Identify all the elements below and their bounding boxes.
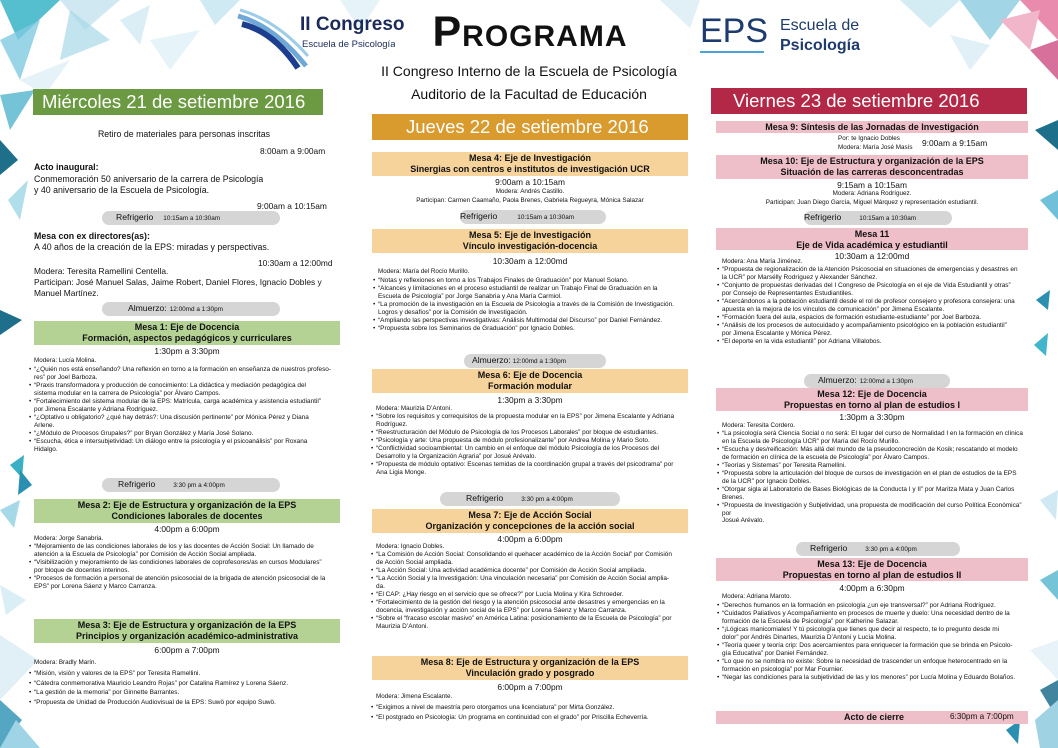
lunch-label: Almuerzo: xyxy=(818,375,857,385)
mesa13-subtitle: Propuestas en torno al plan de estudios II xyxy=(782,569,962,580)
mesa11-subtitle: Eje de Vida académica y estudiantil xyxy=(796,239,948,250)
logo-title: II Congreso xyxy=(300,14,405,35)
list-item-cont: Josué Arévalo. xyxy=(722,517,765,525)
mesa6-subtitle: Formación modular xyxy=(487,380,572,391)
mesa6-title: Mesa 6: Eje de Docencia xyxy=(477,370,583,380)
list-item: • “Acercándonos a la población estudiantil desde el rol de profesor consejero y profesora consejera: una xyxy=(717,298,1029,306)
break-time: 3:30 pm a 4:00pm xyxy=(865,546,917,553)
list-item: • “Propuesta de Unidad de Producción Audiovisual de la EPS: Suwö por equipo Suwö. xyxy=(29,698,341,708)
list-item: • “Propuesta de módulo optativo: Escenas temidas de la coordinación grupal a través del psicodrama” por xyxy=(371,461,689,469)
mesa9-time: 9:00am a 9:15am xyxy=(922,138,988,148)
list-item: • “Negar las condiciones para la subjetividad de las y los menores” por Lucía Molina y Eduardo Bolaños. xyxy=(717,674,1029,682)
thursday-lunch xyxy=(464,354,606,368)
mesa5-subtitle: Vínculo investigación-docencia xyxy=(462,240,598,251)
mesa11-items xyxy=(717,266,1029,346)
mesa12-items xyxy=(717,430,1029,525)
mesa11-moderator: Modera: Ana María Jiménez. xyxy=(722,258,803,265)
program-title: Programa xyxy=(432,8,628,56)
mesa5-moderator: Modera: María del Rocío Murillo. xyxy=(378,268,470,275)
mesa2-moderator: Modera: Jorge Sanabria. xyxy=(34,535,104,542)
list-item: • “Teoría queer y teoría crip: Dos acercamientos para enriquecer la formación que se brinda en Psicolo- xyxy=(717,642,1029,650)
mesa1-time: 1:30pm a 3:30pm xyxy=(154,346,220,356)
list-item: • “Otorgar sigla al Laboratorio de Bases Biológicas de la Conducta I y II” por Maritza Mata y Juan Carlos xyxy=(717,486,1029,494)
mesa2-time: 4:00pm a 6:00pm xyxy=(154,524,220,534)
mesa4-title: Mesa 4: Eje de Investigación xyxy=(468,153,592,163)
list-item-cont: docencia, investigación y acción social de la EPS” por Lorena Sáenz y Marco Carranza. xyxy=(376,606,627,614)
list-item: • “Propuesta de regionalización de la Atención Psicosocial en situaciones de emergencias y desastres en xyxy=(717,266,1029,274)
break-label: Refrigerio xyxy=(810,543,848,553)
mesa9-band xyxy=(716,121,1028,133)
mesa10-title: Mesa 10: Eje de Estructura y organización de la EPS xyxy=(760,156,984,166)
mesa10-participants: Participan: Juan Diego García, Miguel Márquez y representación estudiantil. xyxy=(765,199,979,206)
mesa7-band xyxy=(372,509,688,533)
list-item-cont: en la Escuela de Psicología UCR” por María del Rocío Murillo. xyxy=(722,437,900,445)
break-time: 10:15am a 10:30am xyxy=(163,215,221,222)
wednesday-break1 xyxy=(102,211,280,225)
list-item: • “La psicología será Ciencia Social o no será: El lugar del curso de Normalidad I en la formación en clínica xyxy=(717,430,1029,438)
list-item: • “La Acción Social y la Investigación: Una vinculación necesaria” por Comisión de Acción Social amplia- xyxy=(371,575,689,583)
wednesday-break2 xyxy=(102,478,280,492)
closing-label: Acto de cierre xyxy=(844,712,905,722)
list-item-cont: formación en psicología” por Mar Fournier. xyxy=(722,665,844,673)
mesa2-band xyxy=(34,499,340,523)
list-item-cont: Hidalgo. xyxy=(34,445,58,453)
mesa1-items xyxy=(29,366,341,453)
list-item: • “¿Optativo u obligatorio? ¿qué hay detrás?: Una discusión pertinente” por Mónica Pérez y Diana xyxy=(29,414,341,422)
thursday-break1 xyxy=(460,210,606,224)
registration-time: 8:00am a 9:00am xyxy=(260,146,326,156)
list-item-cont: apuesta en la mejora de los vínculos de comunicación” por Jimena Escalante. xyxy=(722,305,945,313)
mesa8-moderator: Modera: Jimena Escalante. xyxy=(376,693,453,700)
mesa5-band xyxy=(372,229,688,253)
mesa11-band xyxy=(716,228,1028,250)
lunch-time: 12:00md a 1:30pm xyxy=(512,358,566,365)
list-item-cont: por Jimena Escalante y Adriana Rodríguez. xyxy=(34,405,158,413)
mesa5-items xyxy=(373,277,689,333)
list-item: • “Psicología y arte: Una propuesta de módulo profesionalizante” por Andrea Molina y Mario Soto. xyxy=(371,437,689,445)
friday-header: Viernes 23 de setiembre 2016 xyxy=(711,88,1027,114)
mesa3-title: Mesa 3: Eje de Estructura y organización de la EPS xyxy=(77,620,297,630)
list-item: • “Cátedra conmemorativa Mauricio Leandro Rojas” por Catalina Ramírez y Lorena Sáenz. xyxy=(29,679,341,689)
opening-time: 9:00am a 10:15am xyxy=(257,201,327,211)
list-item-cont: res” por Joel Barboza. xyxy=(34,373,98,381)
list-item: • “Reestructuración del Módulo de Psicología de los Procesos Laborales” por bloque de estudiantes. xyxy=(371,429,689,437)
list-item-cont: por bloque de docentes interinos. xyxy=(34,566,130,574)
mesa12-time: 1:30pm a 3:30pm xyxy=(839,412,905,422)
list-item-cont: Logros y desafíos” por la Comisión de Investigación. xyxy=(378,308,528,316)
mesa9-moderator: Modera: María José Masís xyxy=(838,144,913,151)
opening-title: Acto inaugural: xyxy=(34,162,99,172)
mesa3-moderator: Modera: Bradly Marín. xyxy=(34,659,97,666)
mesa7-moderator: Modera: Ignacio Dobles. xyxy=(376,543,445,550)
logo-subtitle: Escuela de Psicología xyxy=(302,39,396,50)
break-label: Refrigerio xyxy=(118,479,156,489)
wednesday-header: Miércoles 21 de setiembre 2016 xyxy=(33,89,323,115)
list-item-cont: Ana Ligia Monge. xyxy=(376,468,427,476)
lunch-label: Almuerzo: xyxy=(128,303,167,313)
mesa10-time: 9:15am a 10:15am xyxy=(837,180,907,190)
mesa13-moderator: Modera: Adriana Maroto. xyxy=(722,593,792,600)
list-item: • “Alcances y limitaciones en el proceso estudiantil de realizar un Trabajo Final de Graduación en la xyxy=(373,285,689,293)
list-item-cont: EPS” por Lorena Sáenz y Marco Carranza. xyxy=(34,582,157,590)
panel-title: Mesa con ex directores(as): xyxy=(34,231,150,241)
list-item: • “¿Módulo de Procesos Grupales?” por Bryan González y María José Solano. xyxy=(29,430,341,438)
panel-participants-2: Manuel Martínez. xyxy=(34,288,99,298)
mesa6-moderator: Modera: Maurizia D’Antoni. xyxy=(376,405,452,412)
list-item-cont: Brenes. xyxy=(722,493,745,501)
list-item-cont: de formación en clínica de la escuela de Psicología” por Álvaro Campos. xyxy=(722,453,930,461)
list-item-cont: Arlene. xyxy=(34,421,55,429)
list-item-cont: dolor” por Andrés Dinartes, Maurizia D’Antoni y Lucía Molina. xyxy=(722,633,897,641)
list-item: • “El postgrado en Psicología: Un programa en continuidad con el grado” por Priscilla Echeverría. xyxy=(371,713,689,723)
list-item: • “Misión, visión y valores de la EPS” por Teresita Ramellini. xyxy=(29,669,341,679)
mesa7-time: 4:00pm a 6:00pm xyxy=(497,534,563,544)
mesa4-subtitle: Sinergias con centros e institutos de investigación UCR xyxy=(410,163,650,174)
list-item: • “La Comisión de Acción Social: Consolidando el quehacer académico de la Acción Social” por Comisión xyxy=(371,551,689,559)
list-item: • “La Acción Social: Una actividad académica docente” por Comisión de Acción Social ampliada. xyxy=(371,567,689,575)
mesa13-title: Mesa 13: Eje de Docencia xyxy=(817,559,927,569)
list-item: • “El deporte en la vida estudiantil” por Adriana Villalobos. xyxy=(717,338,1029,346)
list-item: • “Escucha, ética e intersubjetividad: Un diálogo entre la psicología y el psicoanálisis” por Roxana xyxy=(29,438,341,446)
list-item: • “Fortalecimiento del sistema modular de la EPS: Matrícula, carga académica y asistencia estudiantil” xyxy=(29,398,341,406)
list-item: • “El CAP: ¿Hay riesgo en el servicio que se ofrece?” por Lucía Molina y Kira Schroeder. xyxy=(371,591,689,599)
break-label: Refrigerio xyxy=(466,493,504,503)
mesa3-band xyxy=(34,619,340,643)
wednesday-lunch xyxy=(102,302,280,316)
thursday-header: Jueves 22 de setiembre 2016 xyxy=(372,114,688,140)
opening-line1: Conmemoración 50 aniversario de la carrera de Psicología xyxy=(34,174,264,184)
mesa12-title: Mesa 12: Eje de Docencia xyxy=(817,389,927,399)
list-item: • “Procesos de formación a personal de atención psicosocial de la brigada de atención psicosocial de la xyxy=(29,575,341,583)
eps-logo-line2: Psicología xyxy=(780,37,861,54)
lunch-time: 12:00md a 1:30pm xyxy=(169,306,223,313)
mesa12-band xyxy=(716,388,1028,411)
mesa3-items xyxy=(29,669,341,707)
eps-logo-rule xyxy=(700,51,764,53)
list-item-cont: la UCR” por Marsélly Rodríguez y Alexander Sánchez. xyxy=(722,273,878,281)
mesa10-moderator: Modera: Adriana Rodríguez. xyxy=(832,190,912,197)
list-item: • “Visibilización y mejoramiento de las condiciones laborales de coprofesores/as en cursos Modulares” xyxy=(29,559,341,567)
list-item: • “Ampliando las perspectivas investigativas: Análisis Multimodal del Discurso” por Daniel Fernández. xyxy=(373,317,689,325)
mesa8-time: 6:00pm a 7:00pm xyxy=(497,682,563,692)
lunch-label: Almuerzo: xyxy=(472,355,511,365)
mesa5-title: Mesa 5: Eje de Investigación xyxy=(468,230,592,240)
closing-band xyxy=(716,711,1028,724)
mesa10-band xyxy=(716,155,1028,179)
list-item: • “Análisis de los procesos de autocuidado y acompañamiento psicológico en la población estudiantil” xyxy=(717,322,1029,330)
break-time: 10:15am a 10:30am xyxy=(517,214,575,221)
break-time: 3:30 pm a 4:00pm xyxy=(521,496,573,503)
list-item-cont: por Consejo de Representantes Estudiantiles. xyxy=(722,289,853,297)
mesa8-subtitle: Vinculación grado y posgrado xyxy=(465,667,595,678)
mesa2-title: Mesa 2: Eje de Estructura y organización de la EPS xyxy=(77,500,297,510)
list-item: • “Mejoramiento de las condiciones laborales de los y las docentes de Acción Social: Un llamado de xyxy=(29,543,341,551)
mesa7-title: Mesa 7: Eje de Acción Social xyxy=(468,510,592,520)
mesa1-band xyxy=(34,321,340,345)
mesa8-title: Mesa 8: Eje de Estructura y organización de la EPS xyxy=(420,657,640,667)
list-item: • “Formación fuera del aula, espacios de formación estudiante-estudiante” por Joel Barboza. xyxy=(717,314,1029,322)
registration-title: Retiro de materiales para personas inscritas xyxy=(97,129,271,139)
list-item: • “La gestión de la memoria” por Ginnette Barrantes. xyxy=(29,688,341,698)
mesa6-items xyxy=(371,413,689,477)
mesa7-items xyxy=(371,551,689,631)
mesa3-time: 6:00pm a 7:00pm xyxy=(154,645,220,655)
list-item-cont: formación de la Escuela de Psicología” por Katherine Salazar. xyxy=(722,617,899,625)
mesa4-band xyxy=(372,152,688,176)
mesa1-moderator: Modera: Lucía Molina. xyxy=(34,357,97,364)
list-item: • “La promoción de la investigación en la Escuela de Psicología a través de la Comisión de Investigación. xyxy=(373,301,689,309)
list-item: • “Escucha y des/reificación: Más allá del mundo de la pseudoconcreción de Kosik; rescatando el modelo xyxy=(717,446,1029,454)
congress-subtitle: II Congreso Interno de la Escuela de Psicología xyxy=(381,63,677,79)
eps-logo-line1: Escuela de xyxy=(780,17,860,34)
mesa13-band xyxy=(716,558,1028,581)
mesa6-band xyxy=(372,369,688,393)
mesa13-items xyxy=(717,602,1029,682)
list-item-cont: de Acción Social ampliada. xyxy=(376,558,453,566)
panel-moderator: Modera: Teresita Ramellini Centella. xyxy=(34,266,169,276)
friday-break2 xyxy=(796,542,960,556)
mesa8-items xyxy=(371,703,689,723)
break-label: Refrigerio xyxy=(116,212,154,222)
mesa10-subtitle: Situación de las carreras desconcentradas xyxy=(780,166,964,177)
list-item-cont: Escuela de Psicología” por Jorge Sanabria y Ana María Carmiol. xyxy=(378,292,562,300)
list-item: • “Derechos humanos en la formación en psicología ¿un eje transversal?” por Adriana Rodríguez. xyxy=(717,602,1029,610)
mesa8-band xyxy=(372,656,688,680)
list-item-cont: gía Educativa” por Daniel Fernández. xyxy=(722,649,829,657)
break-time: 10:15am a 10:30am xyxy=(859,215,917,222)
break-label: Refrigerio xyxy=(460,211,498,221)
list-item-cont: atención a la Escuela de Psicología” por Comisión de Acción Social ampliada. xyxy=(34,550,257,558)
list-item-cont: Desarrollo y la Organización Agraria” por Josué Arévalo. xyxy=(376,452,537,460)
list-item-cont: de la UCR” por Ignacio Dobles. xyxy=(722,477,812,485)
list-item: • “Propuesta sobre la articulación del bloque de cursos de investigación en el plan de estudios de la EPS xyxy=(717,470,1029,478)
mesa9-speaker: Por: te Ignacio Dobles xyxy=(838,135,900,142)
break-time: 3:30 pm a 4:00pm xyxy=(173,482,225,489)
friday-lunch xyxy=(804,374,950,388)
mesa13-time: 4:00pm a 6:30pm xyxy=(839,583,905,593)
list-item: • “Conflictividad socioambiental: Un cambio en el enfoque del módulo Psicología de los Procesos del xyxy=(371,445,689,453)
list-item: • “Lo que no se nombra no existe: Sobre la necesidad de trascender un enfoque heterocentrado en la xyxy=(717,658,1029,666)
list-item-cont: da. xyxy=(376,582,385,590)
mesa12-moderator: Modera: Teresita Cordero. xyxy=(722,422,796,429)
mesa4-moderator: Modera: Andrés Castillo. xyxy=(495,188,565,195)
eps-logo-mark: EPS xyxy=(700,12,769,50)
list-item: • “Conjunto de propuestas derivadas del I Congreso de Psicología en el eje de Vida Estudiantil y otras” xyxy=(717,282,1029,290)
mesa3-subtitle: Principios y organización académico-administrativa xyxy=(75,630,299,641)
mesa11-time: 10:30am a 12:00md xyxy=(834,251,910,261)
panel-time: 10:30am a 12:00md xyxy=(258,258,333,268)
list-item: • “Exigimos a nivel de maestría pero otorgamos una licenciatura” por Mirta González. xyxy=(371,703,689,713)
friday-break1 xyxy=(804,211,952,225)
thursday-break2 xyxy=(440,492,620,506)
list-item: • “Propuesta sobre los Seminarios de Graduación” por Ignacio Dobles. xyxy=(373,325,689,333)
mesa7-subtitle: Organización y concepciones de la acción social xyxy=(425,520,635,531)
mesa4-time: 9:00am a 10:15am xyxy=(495,177,565,187)
lunch-time: 12:00md a 1:30pm xyxy=(859,378,913,385)
mesa11-title: Mesa 11 xyxy=(854,229,890,239)
list-item: • “Teorías y Sistemas” por Teresita Ramellini. xyxy=(717,462,1029,470)
list-item-cont: sistema modular en la carrera de Psicología” por Álvaro Campos. xyxy=(34,389,221,397)
list-item: • “Fortalecimiento de la gestión del riesgo y la atención psicosocial ante desastres y emergencias en la xyxy=(371,599,689,607)
closing-time: 6:30pm a 7:00pm xyxy=(950,712,1014,721)
mesa1-subtitle: Formación, aspectos pedagógicos y curriculares xyxy=(82,332,292,343)
list-item: • “Cuidados Paliativos y Acompañamiento en procesos de muerte y duelo: Una necesidad dentro de la xyxy=(717,610,1029,618)
list-item-cont: Maurizia D’Antoni. xyxy=(376,622,429,630)
list-item: • “¡Lógicas manicomiales! Y tú psicología que tienes que decir al respecto, te lo pregunto desde mi xyxy=(717,626,1029,634)
congreso-logo-icon xyxy=(236,6,310,70)
mesa4-participants: Participan: Carmen Caamaño, Paola Brenes, Gabriela Regueyra, Mónica Salazar xyxy=(416,197,644,204)
list-item: • “Sobre los requisitos y correquisitos de la propuesta modular en la EPS” por Jimena Escalante y Adriana xyxy=(371,413,689,421)
break-label: Refrigerio xyxy=(804,212,842,222)
list-item: • “Praxis transformadora y producción de conocimiento: La didáctica y mediación pedagógica del xyxy=(29,382,341,390)
list-item: • “Sobre el “fracaso escolar masivo” en América Latina: posicionamiento de la Escuela de Psicología” por xyxy=(371,615,689,623)
mesa9-title: Mesa 9: Síntesis de las Jornadas de Investigación xyxy=(765,122,979,132)
list-item-cont: por Jimena Escalante y Mónica Pérez. xyxy=(722,329,832,337)
mesa2-items xyxy=(29,543,341,591)
panel-participants-1: Participan: José Manuel Salas, Jaime Robert, Daniel Flores, Ignacio Dobles y xyxy=(34,277,322,287)
mesa5-time: 10:30am a 12:00md xyxy=(492,256,568,266)
mesa6-time: 1:30pm a 3:30pm xyxy=(497,395,563,405)
venue-subtitle: Auditorio de la Facultad de Educación xyxy=(411,86,647,102)
panel-subtitle: A 40 años de la creación de la EPS: miradas y perspectivas. xyxy=(34,242,270,252)
opening-line2: y 40 aniversario de la Escuela de Psicología. xyxy=(34,185,210,195)
list-item: • “Notas y reflexiones en torno a los Trabajos Finales de Graduación” por Manuel Solano. xyxy=(373,277,689,285)
list-item: • “¿Quién nos está enseñando? Una reflexión en torno a la formación en enseñanza de nuestros profeso- xyxy=(29,366,341,374)
mesa1-title: Mesa 1: Eje de Docencia xyxy=(134,322,240,332)
list-item: • “Propuesta de Investigación y Subjetividad, una propuesta de modificación del curso Política Económica” por xyxy=(717,502,1029,518)
mesa2-subtitle: Condiciones laborales de docentes xyxy=(111,510,263,521)
list-item-cont: Rodríguez. xyxy=(376,420,408,428)
mesa12-subtitle: Propuestas en torno al plan de estudios I xyxy=(783,399,961,410)
